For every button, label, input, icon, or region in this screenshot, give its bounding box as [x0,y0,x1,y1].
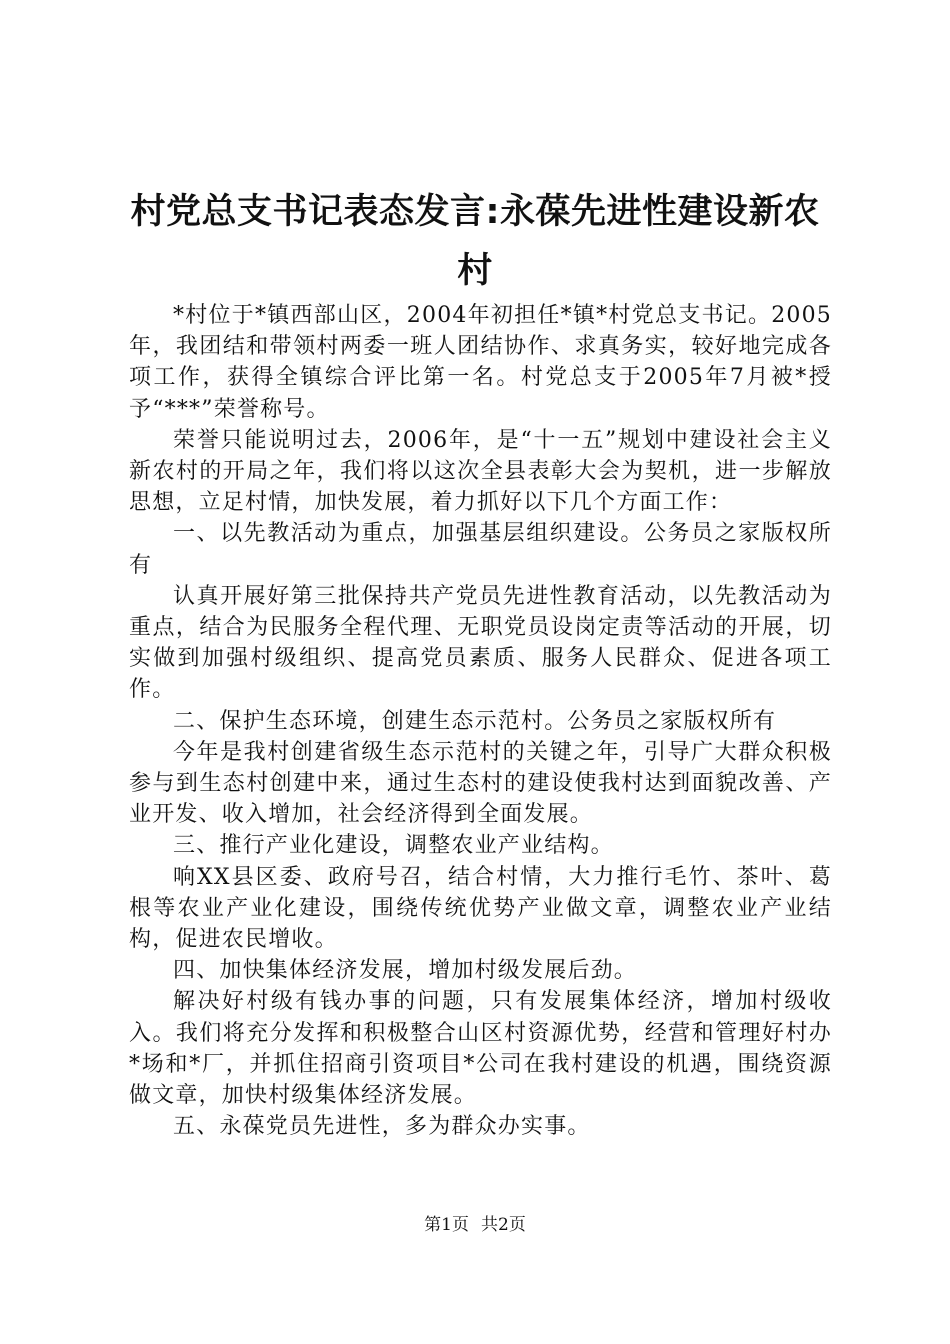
page-footer [0,1213,950,1237]
page-total: 共2页 [481,1215,526,1235]
document-title: 村党总支书记表态发言:永葆先进性建设新农村 [130,192,820,291]
section-heading: 四、加快集体经济发展，增加村级发展后劲。 [173,958,638,984]
paragraph: 今年是我村创建省级生态示范村的关键之年，引导广大群众积极参与到生态村创建中来，通过生态村的建设使我村达到面貌改善、产业开发、收入增加，社会经济得到全面发展。 [129,739,832,828]
paragraph: 荣誉只能说明过去，2006年，是“十一五”规划中建设社会主义新农村的开局之年，我们将以这次全县表彰大会为契机，进一步解放思想，立足村情，加快发展，着力抓好以下几个方面工作： [129,427,832,516]
paragraph: 响XX县区委、政府号召，结合村情，大力推行毛竹、茶叶、葛根等农业产业化建设，围绕传统优势产业做文章，调整农业产业结构，促进农民增收。 [129,864,832,953]
section-heading: 二、保护生态环境，创建生态示范村。公务员之家版权所有 [173,708,777,734]
section-heading: 五、永葆党员先进性，多为群众办实事。 [173,1114,591,1140]
paragraph: *村位于*镇西部山区，2004年初担任*镇*村党总支书记。2005年，我团结和带领村两委一班人团结协作、求真务实，较好地完成各项工作，获得全镇综合评比第一名。村党总支于2005年7月被*授予“***”荣誉称号。 [129,303,832,422]
section-heading: 三、推行产业化建设，调整农业产业结构。 [173,833,614,859]
document-body [129,300,832,1142]
section-heading: 一、以先教活动为重点，加强基层组织建设。公务员之家版权所有 [129,521,832,578]
paragraph: 解决好村级有钱办事的问题，只有发展集体经济，增加村级收入。我们将充分发挥和积极整合山区村资源优势，经营和管理好村办*场和*厂，并抓住招商引资项目*公司在我村建设的机遇，围绕资源做文章，加快村级集体经济发展。 [129,989,832,1109]
paragraph: 认真开展好第三批保持共产党员先进性教育活动，以先教活动为重点，结合为民服务全程代理、无职党员设岗定责等活动的开展，切实做到加强村级组织、提高党员素质、服务人民群众、促进各项工作。 [129,583,832,703]
page-number: 第1页 [424,1215,469,1235]
